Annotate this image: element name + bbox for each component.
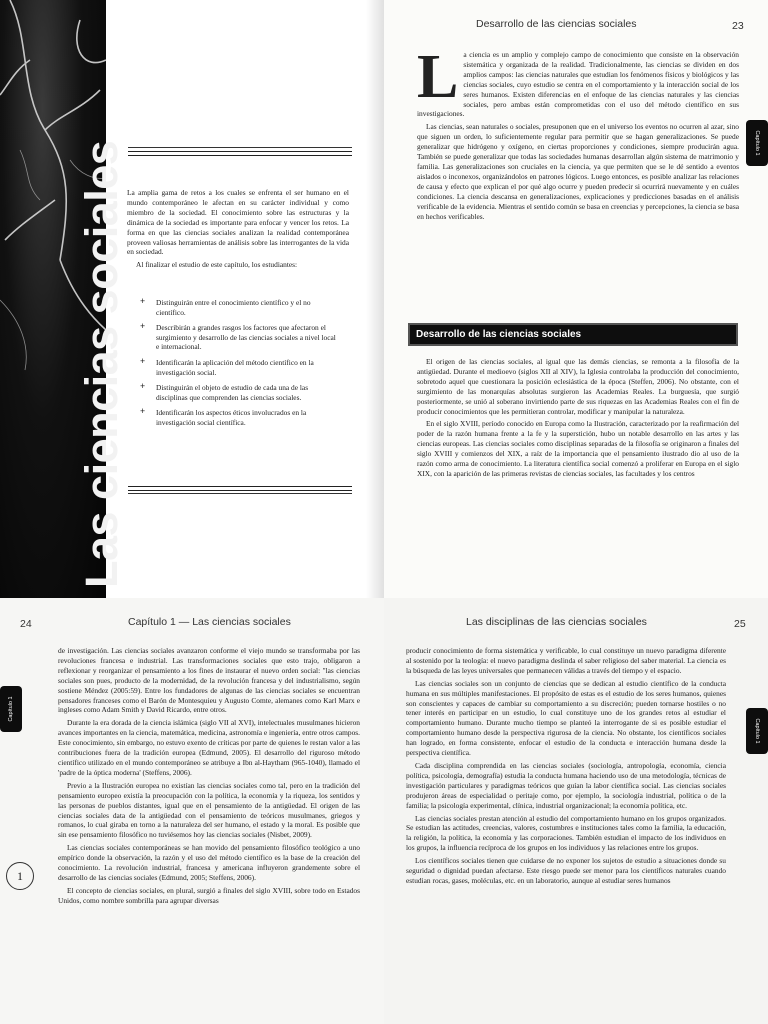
plus-icon: + xyxy=(140,381,146,392)
chapter-cover-strip xyxy=(0,0,127,598)
body-paragraph: El origen de las ciencias sociales, al igual que las demás ciencias, se remonta a la filosofía de la antigüedad. Durante el medioevo (siglos XII al XIV), la Iglesia controlaba la producción del conocimiento, sobretodo aquel que cuestionara la posición eclesiástica de la época (Steffen, 2006). No obstante, con el surgimiento de las monarquías absolutas surgieron las Academias Reales. La burguesía, que surgió posteriormente, se unió al soberano invirtiendo parte de sus riquezas en las Academias Reales con el fin de producir conocimientos que les permitieran controlar, modificar y manipular la naturaleza. xyxy=(417,357,739,416)
body-paragraph: Los científicos sociales tienen que cuidarse de no exponer los sujetos de estudio a situaciones donde su seguridad o dignidad puedan afectarse. Este riesgo puede ser menor para los científicos naturales cuando estudian rocas, gases, moléculas, etc. en un laboratorio, aunque al estudiar seres humanos xyxy=(406,856,726,885)
body-paragraph: Las ciencias sociales son un conjunto de ciencias que se dedican al estudio científico de la conducta humana en sus múltiples manifestaciones. El propósito de estas es el estudio de los seres humanos, quienes son conscientes y capaces de cambiar su comportamiento a su discreción; pueden tornarse hostiles o no tener interés en participar en un estudio, lo cual constituye uno de los grandes retos al estudiar el comportamiento humano. Durante mucho tiempo se planteó la interrogante de si es posible estudiar el comportamiento humano desde la perspectiva rigurosa de la ciencia. No obstante, los científicos sociales han logrado, en forma consistente, enfocar el estudio de la conducta e interacción humana desde la perspectiva científica. xyxy=(406,678,726,758)
body-paragraph: Las ciencias, sean naturales o sociales, presuponen que en el universo los eventos no ocurren al azar, sino que siguen un orden, lo suficientemente regular para permitir que se hagan generalizaciones. Se puede generalizar que hidrógeno y oxígeno, en ciertas proporciones y condiciones, siempre producirán agua. También se puede generalizar que todas las sociedades humanas desarrollan algún sistema de matrimonio y familia. Las generalizaciones son cruciales en la ciencia, ya que permiten que se le dé sentido a eventos aislados o inconexos, organizándolos en patrones lógicos. Luego entonces, es posible analizar las relaciones de causa y efecto que explican el por qué algo ocurre y pueden predecir si ocurrirá nuevamente y en cuáles condiciones. La ciencia descansa en generalizaciones, explicaciones y predicciones basadas en el análisis verificable de la evidencia. Mientras el sentido común se basa en creencias y percepciones, la ciencia se basa en hechos verificables. xyxy=(417,122,739,221)
body-column-bottom xyxy=(417,357,739,482)
objectives-list xyxy=(140,298,340,434)
gutter-shadow xyxy=(366,0,384,598)
chapter-tab: Capítulo 1 xyxy=(746,708,768,754)
objective-item: + Describirán a grandes rasgos los factores que afectaron el surgimiento y desarrollo de las ciencias sociales a nivel local e internacional. xyxy=(140,321,336,352)
chapter-intro xyxy=(127,188,349,273)
running-head: Las disciplinas de las ciencias sociales xyxy=(466,616,647,628)
intro-paragraph: La amplia gama de retos a los cuales se enfrenta el ser humano en el mundo contemporáneo le afectan en su carácter individual y como miembro de la sociedad. El conocimiento sobre las estructuras y la dinámica de la sociedad es importante para enfocar y vencer los retos. La forma en que las ciencias sociales analizan la realidad contemporánea proveen valiosas herramientas de análisis sobre las interrogantes de la vida en sociedad. xyxy=(127,188,349,257)
chapter-vertical-title: Las ciencias sociales xyxy=(76,140,127,588)
body-paragraph: Previo a la Ilustración europea no existían las ciencias sociales como tal, pero en la tradición del pensamiento europeo existía la preocupación con la política, la economía y la riqueza, los sentidos y las personas de pueblos distantes, igual que en el pensamiento de la antigüedad. El origen de las ciencias sociales data de la antigüedad con el pensamiento de teóricos musulmanes, griegos y romanos, lo cual giraba en torno a la naturaleza del ser humano, el estado y la moral. Es posible que sin ese pensamiento filosófico no tuviésemos hoy las ciencias sociales (Nisbet, 2009). xyxy=(58,780,360,840)
running-head: Desarrollo de las ciencias sociales xyxy=(476,18,637,30)
body-paragraph: Las ciencias sociales contemporáneas se han movido del pensamiento filosófico teológico a uno empírico donde la observación, la razón y el uso del método científico es la base de la creación del conocimiento. La revolución industrial, francesa y americana influyeron grandemente sobre el desarrollo de las ciencias sociales (Edmund, 2005; Steffens, 2006). xyxy=(58,843,360,882)
divider-bottom-double xyxy=(128,486,352,491)
body-paragraph: Las ciencias sociales prestan atención al estudio del comportamiento humano en los grupos organizados. Se estudian las actitudes, creencias, valores, costumbres e instituciones tales como la familia, la educación, la religión, la política, la economía y las corporaciones. También estudian el impacto de los individuos en los grupos, la influencia recíproca de los grupos en los individuos y las relaciones entre los grupos. xyxy=(406,813,726,853)
body-paragraph: En el siglo XVIII, período conocido en Europa como la Ilustración, caracterizado por la reafirmación del poder de la razón humana frente a la fe y la superstición, hubo un notable desarrollo en las artes y las ciencias europeas. Las ciencias sociales como disciplinas separadas de la filosofía se originaron a finales del siglo XVIII y comienzos del XIX, a raíz de la importancia que el pensamiento ilustrado dio al uso de la razón como arma de conocimiento. La literatura científica social comenzó a proliferar en Europa en el siglo XIX, con la aparición de las primeras revistas de ciencias sociales, las facultades y los centros xyxy=(417,419,739,478)
running-head: Capítulo 1 — Las ciencias sociales xyxy=(128,616,291,628)
plus-icon: + xyxy=(140,406,146,417)
body-paragraph: producir conocimiento de forma sistemática y verificable, lo cual constituye un nuevo paradigma diferente al sostenido por la teología: el nuevo paradigma deslinda el saber religioso del saber material. La ciencia es la búsqueda de las leyes universales que permanecen válidas a través del tiempo y el espacio. xyxy=(406,646,726,675)
page-25 xyxy=(384,598,768,1024)
body-paragraph: Cada disciplina comprendida en las ciencias sociales (sociología, antropología, economía, ciencia política, psicología, demografía) estudia la conducta humana haciendo uso de una metodología, técnicas de investigación particulares y paradigmas teóricos que guían la labor científica social. Las ciencias sociales produjeron áreas de especialidad o peritaje como, por ejemplo, la sociología industrial, política o de la familia; la psicología experimental, clínica, industrial organizacional; la economía política, etc. xyxy=(406,760,726,810)
drop-cap: L xyxy=(417,43,459,111)
objective-item: + Identificarán la aplicación del método científico en la investigación social. xyxy=(140,355,314,377)
body-paragraph: de investigación. Las ciencias sociales avanzaron conforme el viejo mundo se transformaba por las revoluciones francesa e industrial. Las transformaciones sociales que esto trajo, obligaron a reflexionar y reorganizar el pensamiento a los fines de instaurar el nuevo orden social: "las ciencias sociales son pues, producto de la modernidad, de la revolución francesa y del industrialismo, según sostiene Méndez (2005:59). Entre los fundadores de algunas de las ciencias sociales se encuentran pensadores franceses como el Barón de Montesquieu y Augusto Comte, alemanes como Karl Marx e ingleses como Adam Smith y David Ricardo, entre otros. xyxy=(58,646,360,715)
objective-item: + Distinguirán el objeto de estudio de cada una de las disciplinas que comprenden las ciencias sociales. xyxy=(140,381,309,402)
page-number: 24 xyxy=(20,618,32,630)
body-column xyxy=(58,646,360,909)
objectives-lead: Al finalizar el estudio de este capítulo, los estudiantes: xyxy=(136,260,298,270)
section-heading: Desarrollo de las ciencias sociales xyxy=(408,323,738,346)
divider-top-double xyxy=(128,151,352,156)
page-number: 23 xyxy=(732,20,744,32)
page-23 xyxy=(384,0,768,598)
opening-paragraph: La ciencia es un amplio y complejo campo de conocimiento que consiste en la observación sistemática y organizada de la realidad. Tradicionalmente, las ciencias se dividen en dos amplios campos: las ciencias naturales que estudian los fenómenos físicos y biológicos y las ciencias sociales, cuyo estudio se centra en el comportamiento y la interacción social de los seres humanos. Existen diferencias en el enfoque de las ciencias naturales y las ciencias sociales, pero ambas están comprometidas con el uso del método científico en sus investigaciones. xyxy=(417,43,739,119)
body-column xyxy=(406,646,726,889)
divider-bottom xyxy=(128,493,352,494)
chapter-tab: Capítulo 1 xyxy=(0,686,22,732)
page-number: 25 xyxy=(734,618,746,630)
plus-icon: + xyxy=(140,296,146,306)
body-paragraph: Durante la era dorada de la ciencia islámica (siglo VII al XVI), intelectuales musulmanes hicieron avances importantes en la ciencia, matemática, medicina, astronomía e ingeniería, entre otros campos. Este conocimiento, sin embargo, no estuvo exento de críticas por parte de quienes le restan valor a las contribuciones fuera de la tradición europea (Edmund, 2005). El desarrollo del riguroso método científico utilizado en el mundo contemporáneo se atribuye a Ibn al-Haytham (965-1040), llamado el 'padre de la óptica moderna' (Steffens, 2006). xyxy=(58,718,360,777)
handwritten-circle-note: 1 xyxy=(6,862,34,890)
page-22 xyxy=(0,0,384,598)
page-24 xyxy=(0,598,384,1024)
objective-item: + Distinguirán entre el conocimiento científico y el no científico. xyxy=(140,296,311,317)
plus-icon: + xyxy=(140,355,146,366)
chapter-tab: Capítulo 1 xyxy=(746,120,768,166)
plus-icon: + xyxy=(140,321,146,332)
body-column-top xyxy=(417,43,739,224)
divider-top xyxy=(128,147,352,148)
objective-item: + Identificarán los aspectos éticos involucrados en la investigación social científica. xyxy=(140,406,307,427)
body-paragraph: El concepto de ciencias sociales, en plural, surgió a finales del siglo XVIII, sobre todo en Estados Unidos, como nombre sombrilla para agrupar diversas xyxy=(58,885,360,905)
